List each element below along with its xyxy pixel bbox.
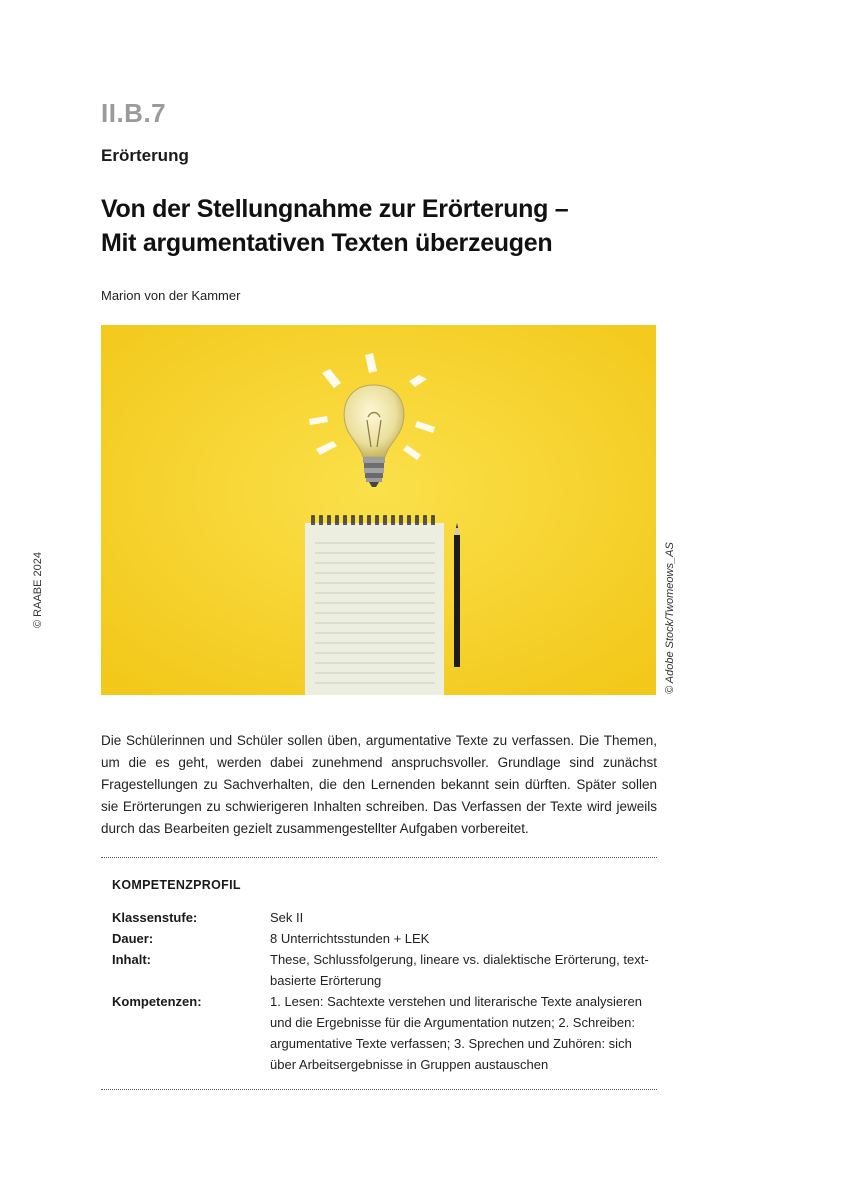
page-title: [101, 192, 568, 260]
profile-value: Sek II: [270, 910, 304, 925]
hero-image: [101, 325, 656, 695]
profile-value: These, Schlussfolgerung, lineare vs. dialektische Erörterung, textbasierte Erörterung: [270, 952, 649, 988]
profile-label: Inhalt:: [112, 952, 151, 967]
profile-label: Dauer:: [112, 931, 154, 946]
author-name: Marion von der Kammer: [101, 288, 241, 303]
section-code: II.B.7: [101, 98, 167, 128]
title-line-1: Von der Stellungnahme zur Erörterung –: [101, 195, 569, 223]
profile-value: 1. Lesen: Sachtexte verstehen und literarische Texte analysieren und die Ergebnisse für die Argumentation nutzen; 2. Schreiben: argumentative Texte verfassen; 3. Sprechen und Zuhören: sich über Arbeitsergebnisse in Gruppen austauschen: [270, 994, 642, 1072]
title-line-2: Mit argumentativen Texten überzeugen: [101, 229, 553, 257]
photo-credit: © Adobe Stock/Twomeows_AS: [664, 542, 676, 694]
divider-top: [101, 857, 657, 858]
copyright-notice: © RAABE 2024: [32, 552, 44, 628]
intro-paragraph: Die Schülerinnen und Schüler sollen üben, argumentative Texte zu verfassen. Die Themen, um die es geht, werden dabei zunehmend anspruchsvoller. Grundlage sind zunächst Fragestellungen zu Sachverhalten, die den Lernenden bekannt sein dürften. Später sollen sie Erörterungen zu schwierigeren Inhalten schreiben. Das Verfassen der Texte wird jeweils durch das Bearbeiten gezielt zusammengestellter Aufgaben vorbereitet.: [101, 733, 657, 836]
competence-profile-heading: KOMPETENZPROFIL: [112, 878, 241, 892]
notepad: [305, 516, 444, 695]
divider-bottom: [101, 1089, 657, 1090]
profile-label: Klassenstufe:: [112, 910, 198, 925]
category-label: Erörterung: [101, 146, 189, 165]
pencil: [454, 523, 460, 667]
profile-value: 8 Unterrichtsstunden + LEK: [270, 931, 430, 946]
profile-label: Kompetenzen:: [112, 994, 202, 1009]
